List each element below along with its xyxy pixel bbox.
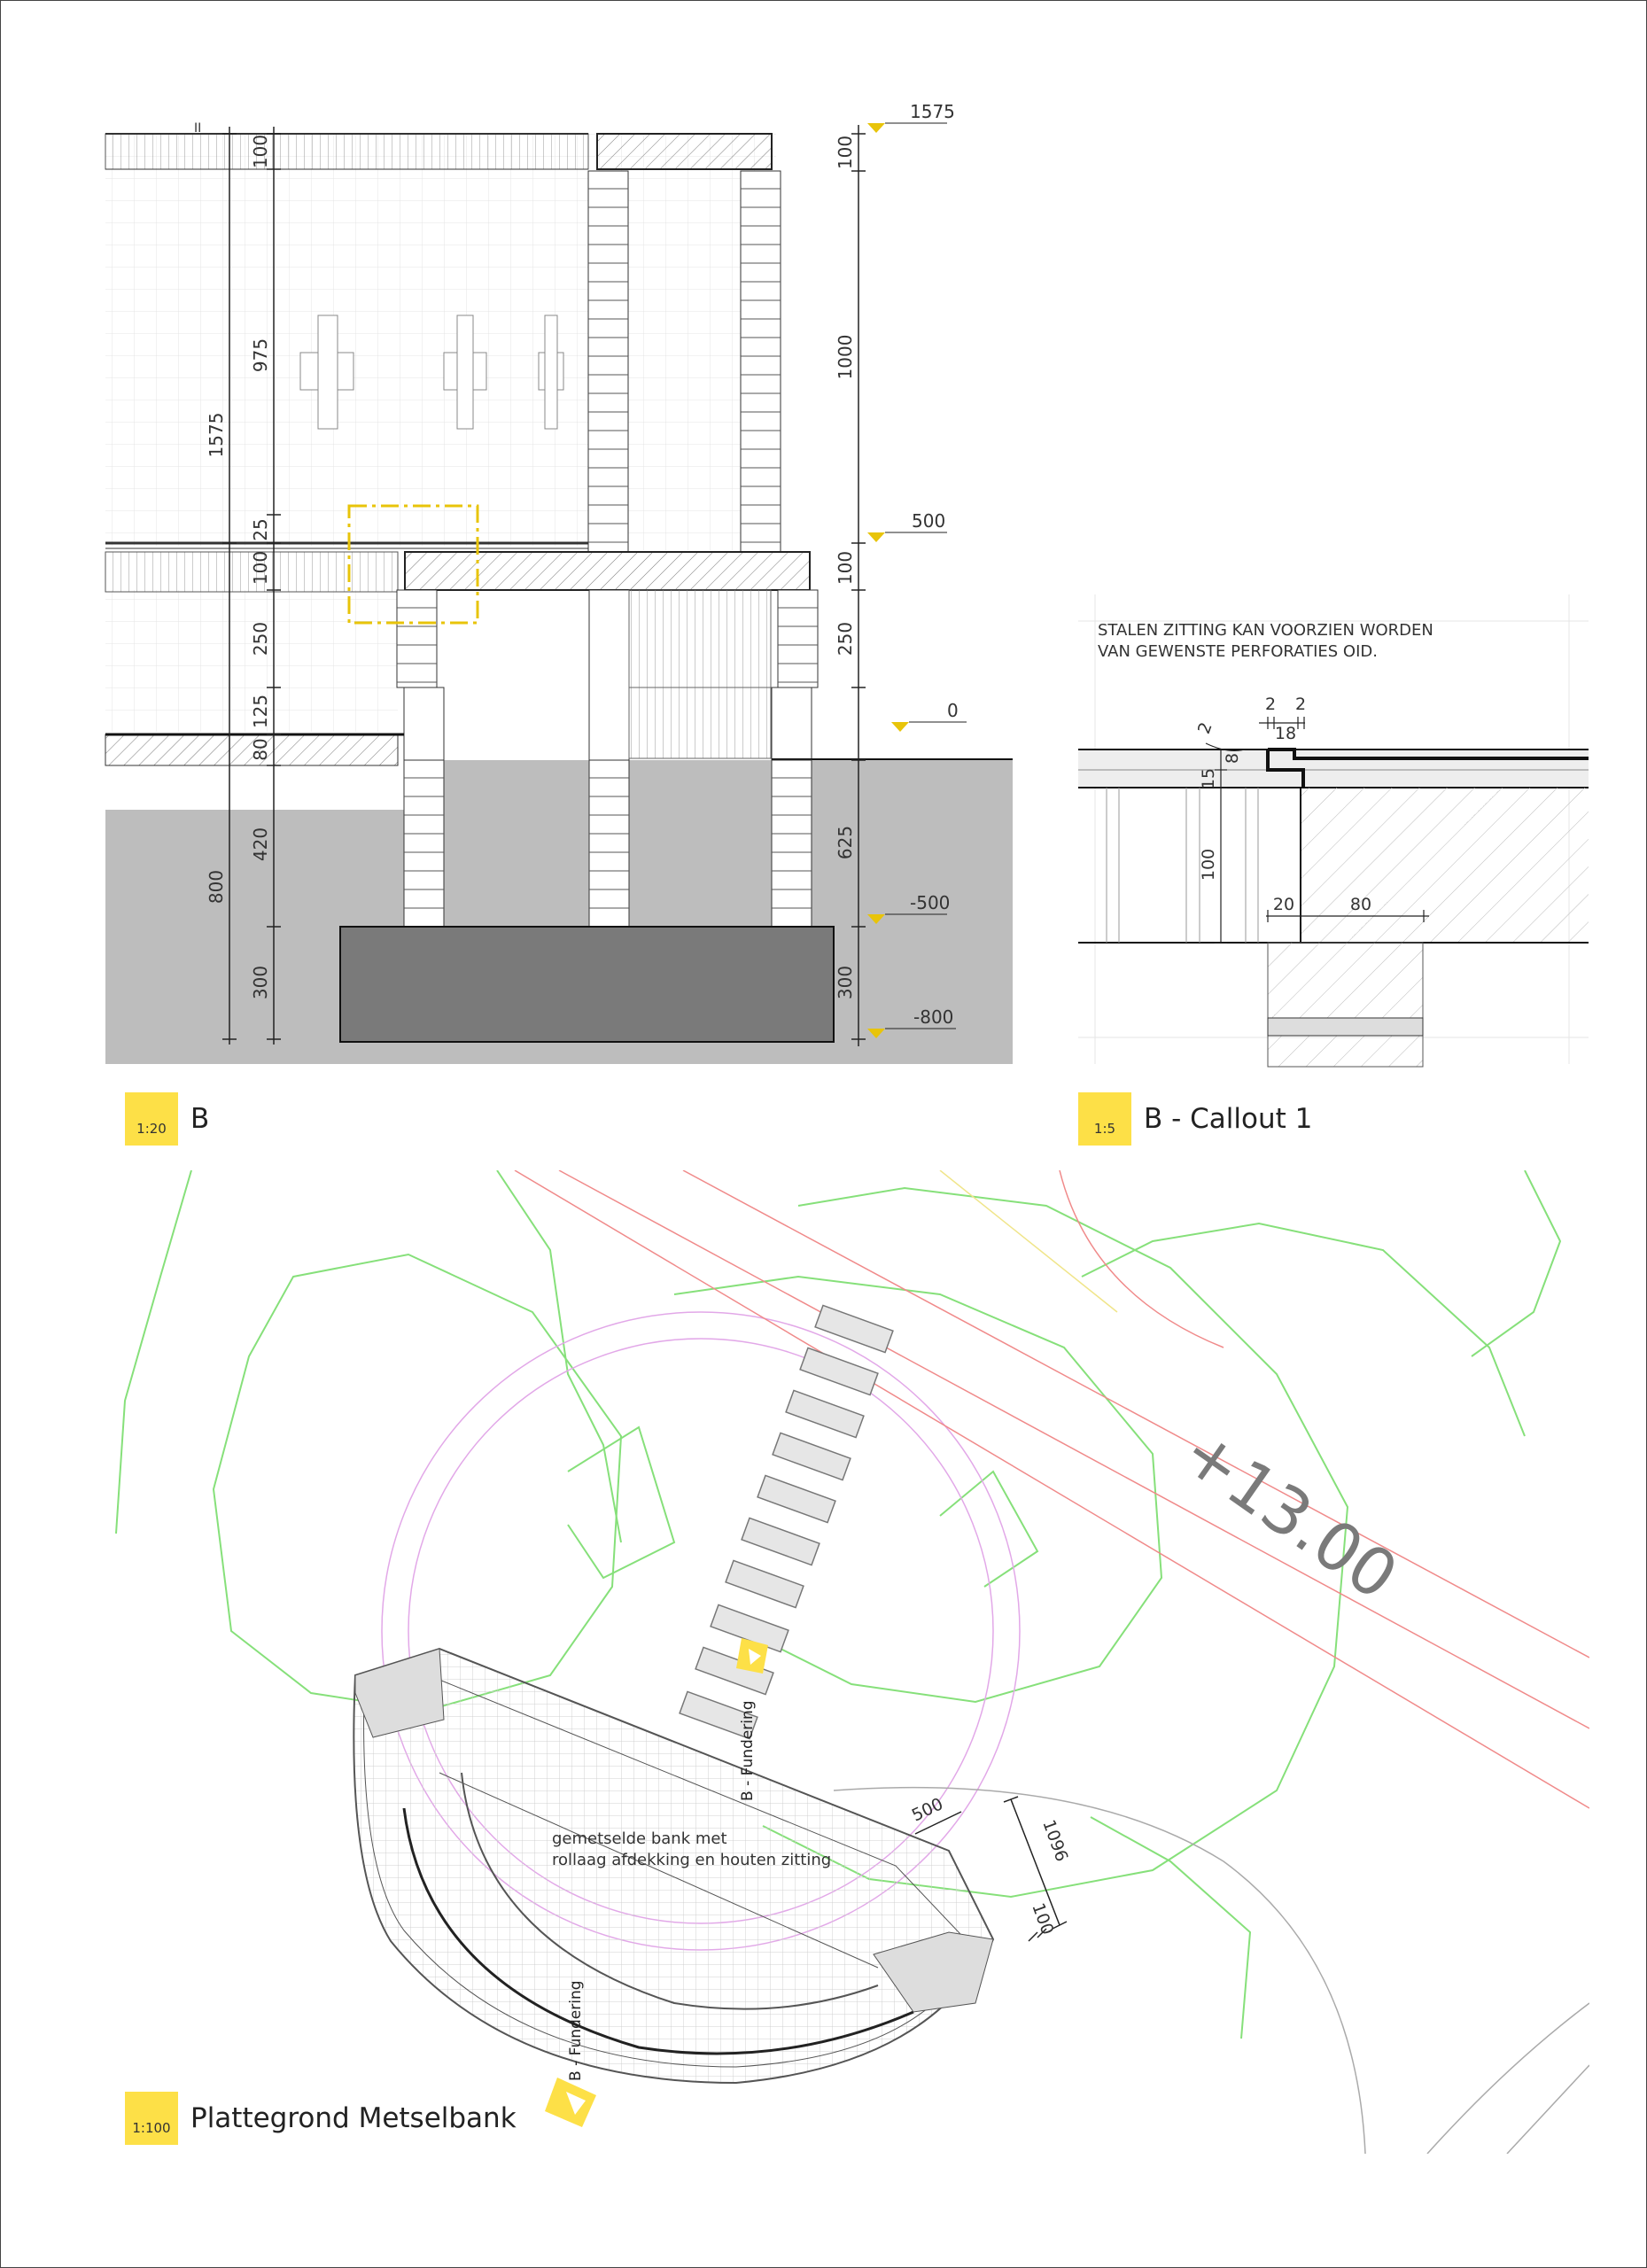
- stepping-stone: [757, 1475, 835, 1522]
- dim-left-975: 975: [250, 338, 271, 373]
- stepping-stone: [815, 1305, 893, 1352]
- stepping-stone: [773, 1433, 851, 1480]
- level-1575: 1575: [910, 101, 955, 122]
- plan-label: [125, 2092, 517, 2145]
- dim-right-250: 250: [835, 621, 856, 656]
- level-minus-800: -800: [913, 1006, 954, 1028]
- dim-left-300: 300: [250, 965, 271, 1000]
- callout-dim-100: 100: [1199, 848, 1218, 882]
- dim-left-80: 80: [250, 738, 271, 761]
- dim-total-1575: 1575: [206, 412, 227, 458]
- dim-right-1000: 1000: [835, 334, 856, 380]
- level-500: 500: [912, 510, 946, 532]
- section-label: [125, 1092, 209, 1146]
- dim-left-250: 250: [250, 621, 271, 656]
- callout-note-line1: STALEN ZITTING KAN VOORZIEN WORDEN: [1098, 621, 1433, 640]
- seat-slab: [405, 552, 810, 590]
- plan-dim-500: 500: [908, 1794, 946, 1826]
- plan-note-line2: rollaag afdekking en houten zitting: [552, 1851, 832, 1869]
- dim-right-625: 625: [835, 825, 856, 860]
- dim-right-300: 300: [835, 965, 856, 1000]
- callout-note-line2: VAN GEWENSTE PERFORATIES OID.: [1098, 642, 1378, 661]
- plan-marker-label-1: B - Fundering: [739, 1700, 757, 1801]
- callout-title: B - Callout 1: [1144, 1103, 1313, 1135]
- callout-dim-18: 18: [1274, 724, 1297, 743]
- dim-left-125: 125: [250, 694, 271, 729]
- stepping-stone: [786, 1390, 864, 1437]
- level-0: 0: [947, 700, 959, 721]
- stepping-stone: [726, 1560, 804, 1607]
- callout-dim-80: 80: [1349, 895, 1372, 914]
- plan-title: Plattegrond Metselbank: [190, 2102, 517, 2134]
- level-minus-500: -500: [910, 892, 951, 913]
- dim-left-100: 100: [250, 134, 271, 169]
- plan-marker-label-2: B - Fundering: [567, 1980, 585, 2081]
- callout-dim-2a: 2: [1264, 695, 1277, 714]
- dim-total-800: 800: [206, 869, 227, 905]
- plan-drawing: [1, 1170, 1647, 2171]
- dim-right-100b: 100: [835, 550, 856, 586]
- callout-dim-20: 20: [1272, 895, 1295, 914]
- plan-dim-1096: 1096: [1038, 1817, 1072, 1865]
- callout-dim-15: 15: [1199, 767, 1218, 790]
- dim-left-25: 25: [250, 518, 271, 541]
- plan-note-line1: gemetselde bank met: [552, 1829, 727, 1848]
- top-cap: [597, 134, 772, 169]
- callout-dim-2c: 2: [1193, 719, 1216, 737]
- top-marker: II: [194, 121, 202, 136]
- callout-label: [1078, 1092, 1312, 1146]
- dim-right-100: 100: [835, 135, 856, 170]
- section-scale-badge: 1:20: [125, 1092, 178, 1146]
- plan-dim-100: 100: [1028, 1900, 1058, 1938]
- dim-left-420: 420: [250, 827, 271, 862]
- section-drawing: [1, 1, 1647, 1108]
- plan-scale-badge: 1:100: [125, 2092, 178, 2145]
- top-railing: [105, 134, 588, 169]
- plan-elevation: +13.00: [1168, 1413, 1411, 1615]
- callout-detail: [1078, 594, 1589, 1067]
- callout-dim-8: 8: [1223, 752, 1242, 765]
- stepping-stones: [680, 1305, 893, 1738]
- section-marker-south[interactable]: [545, 2078, 596, 2127]
- dim-left-100b: 100: [250, 550, 271, 586]
- stepping-stone: [742, 1518, 820, 1565]
- foundation-block: [340, 927, 834, 1042]
- stepping-stone: [800, 1348, 878, 1394]
- section-title: B: [190, 1103, 210, 1135]
- callout-scale-badge: 1:5: [1078, 1092, 1131, 1146]
- callout-dim-2b: 2: [1294, 695, 1307, 714]
